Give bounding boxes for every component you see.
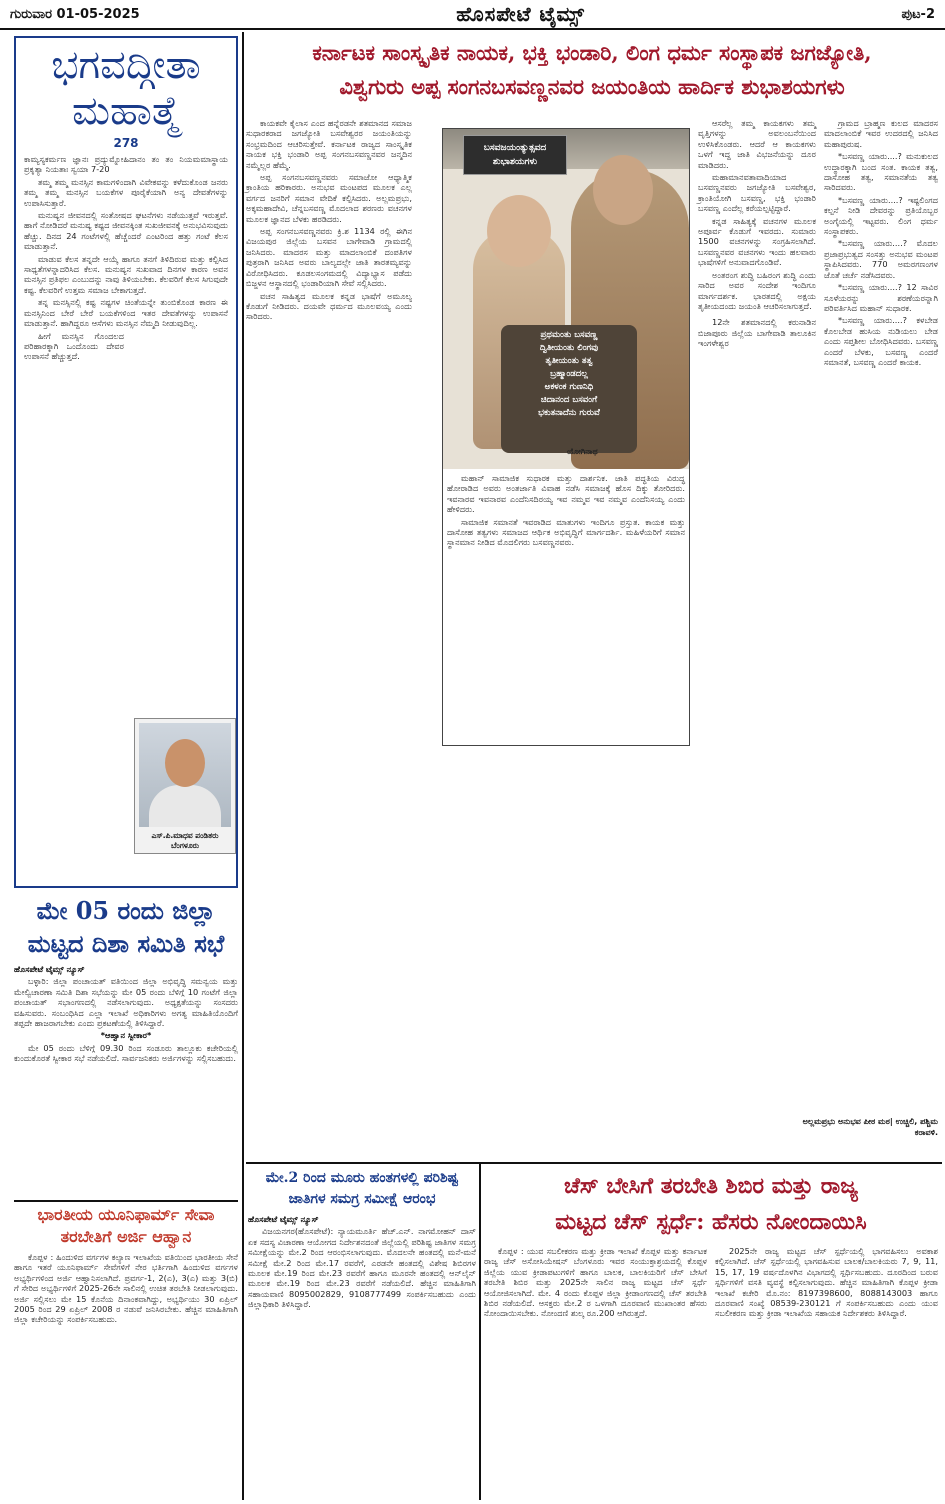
gita-paragraph: ಮಾಡುವ ಕೆಲಸ ತನ್ನದೇ ಆಯ್ಕೆ ಹಾಗೂ ತನಗೆ ತಿಳಿದಿರುವ ಮತ್ತು ಕಲ್ಪಿಸಿದ ಸಾಧ್ಯತೆಗಳನ್ನಾದರಿಸಿದ ಕೆಲಸ. ಮನುಷ್ಯನ ಸುಖವಾದ ದಿನಗಳ ಕಾರಣ ಅವನ ಮನಸ್ಸಿನ ಪ್ರತಿಫಲ ಎಂಬುದನ್ನು ನಾವು ತಿಳಿಯಬೇಕು. ಕೆಲವರಿಗೆ ಕೆಲಸ ಸಿಗುವುದೇ ಕಷ್ಟ. ಕೆಲವರಿಗೆ ಉತ್ತಮ ಸಮಾಜ ಬೇಕಾಗುತ್ತದೆ. <box>24 253 228 295</box>
masthead <box>0 0 945 30</box>
meeting-dateline: ಹೊಸಪೇಟೆ ಟೈಮ್ಸ್ ನ್ಯೂಸ್ <box>14 964 85 974</box>
poem-line: ಅಕಳಂಕ ಗುಣನಿಧಿ <box>544 382 594 392</box>
basava-paragraph: ಮಹಾನ್ ಸಾಮಾಜಿಕ ಸುಧಾರಕ ಮತ್ತು ದಾರ್ಶನಿಕ. ಜಾತಿ ಪದ್ಧತಿಯ ವಿರುದ್ಧ ಹೋರಾಡಿದ ಅವರು ಅಂತರ್ಜಾತಿ ವಿವಾಹ ನಡೆಸಿ ಸಮಾಜಕ್ಕೆ ಹೊಸ ದಿಕ್ಕು ತೋರಿದರು. ಇವನಾರವ ಇವನಾರವ ಎಂದೆನಿಸದಿರಯ್ಯ ಇವ ನಮ್ಮವ ಇವ ನಮ್ಮವ ಎಂದೆನಿಸಯ್ಯ ಎಂದು ಹೇಳಿದರು. <box>447 473 685 515</box>
uniform-headline <box>14 1204 238 1248</box>
uniform-body <box>14 1252 238 1325</box>
basava-column-3 <box>698 118 816 351</box>
poem-line: ತೃತೀಯಂತು ತತ್ವ <box>545 356 593 366</box>
basava-paragraph: ಗ್ರಾಮದ ಬ್ರಾಹ್ಮಣ ಕುಲದ ಮಾದರಸ ಮಾದಲಾಂಬಿಕೆ ಇವರ ಉದರದಲ್ಲಿ ಜನಿಸಿದ ಮಹಾಪುರುಷ. <box>824 118 938 149</box>
poem-line: ಬ್ರಹ್ಮಾಂಡದಲ್ಲ <box>550 369 588 379</box>
meeting-headline-line1: ಮೇ 05 ರಂದು ಜಿಲ್ಲಾ <box>36 896 216 925</box>
gita-paragraph: ಮನುಷ್ಯನ ಜೀವನದಲ್ಲಿ ಸಂತೋಷದ ಘಟನೆಗಳು ನಡೆಯುತ್ತವೆ ಇರುತ್ತವೆ. ಹಾಗೆ ನೋಡಿದರೆ ಮನುಷ್ಯ ಕಷ್ಟದ ಜೀವನಕ್ಕಿಂತ ಸುಖಜೀವನಕ್ಕೆ ಅನುಭವಿಸುವುದು ಹೆಚ್ಚು. ದಿನದ 24 ಗಂಟೆಗಳಲ್ಲಿ ಹೆಚ್ಚೆಂದರೆ ಎಂಟರಿಂದ ಹತ್ತು ಗಂಟೆ ಕೆಲಸ ಮಾಡುತ್ತಾನೆ. <box>24 210 228 252</box>
gita-paragraph: ಹೀಗೆ ಮನಸ್ಸಿನ ಗೊಂದಲದ ಪರಿಹಾರಕ್ಕಾಗಿ ಒಂದೊಂದು ದೇವರ ಉಪಾಸನೆ ಹೆಚ್ಚುತ್ತದೆ. <box>24 330 124 362</box>
basava-paragraph: ವಚನ ಸಾಹಿತ್ಯದ ಮೂಲಕ ಕನ್ನಡ ಭಾಷೆಗೆ ಅಮೂಲ್ಯ ಕೊಡುಗೆ ನೀಡಿದರು. ದಯವೇ ಧರ್ಮದ ಮೂಲವಯ್ಯ ಎಂದು ಸಾರಿದರು. <box>246 290 412 322</box>
author-photo-box <box>134 718 236 854</box>
basava-headline-line2: ವಿಶ್ವಗುರು ಅಪ್ಪ ಸಂಗನಬಸವಣ್ಣನವರ ಜಯಂತಿಯ ಹಾರ್ದಿಕ ಶುಭಾಶಯಗಳು <box>339 74 845 99</box>
basava-paragraph: ಕಾಯಕವೇ ಕೈಲಾಸ ಎಂದ ಹನ್ನೆರಡನೇ ಶತಮಾನದ ಸಮಾಜ ಸುಧಾರಕರಾದ ಜಗಜ್ಯೋತಿ ಬಸವೇಶ್ವರರ ಜಯಂತಿಯನ್ನು ಸಂಭ್ರಮದಿಂದ ಆಚರಿಸುತ್ತೇವೆ. ಕರ್ನಾಟಕ ರಾಜ್ಯದ ಸಾಂಸ್ಕೃತಿಕ ನಾಯಕ ಭಕ್ತಿ ಭಂಡಾರಿ ಅಪ್ಪ ಸಂಗನಬಸವಣ್ಣನವರ ಜನ್ಮದಿನ ನಮ್ಮೆಲ್ಲರ ಹೆಮ್ಮೆ. <box>246 118 412 170</box>
column-divider <box>242 32 244 1500</box>
basava-paragraph: ಅಪ್ಪ ಸಂಗನಬಸವಣ್ಣನವರು ಸಮಾಜೋ ಆಧ್ಯಾತ್ಮಿಕ ಕ್ರಾಂತಿಯ ಹರಿಕಾರರು. ಅನುಭವ ಮಂಟಪದ ಮೂಲಕ ಎಲ್ಲ ವರ್ಗದ ಜನರಿಗೆ ಸಮಾನ ವೇದಿಕೆ ಕಲ್ಪಿಸಿದರು. ಅಲ್ಲಮಪ್ರಭು, ಅಕ್ಕಮಹಾದೇವಿ, ಚೆನ್ನಬಸವಣ್ಣ ಮೊದಲಾದ ಶರಣರು ವಚನಗಳ ಮೂಲಕ ಜ್ಞಾನದ ಬೆಳಕು ಹರಡಿದರು. <box>246 172 412 224</box>
basava-paragraph: *ಬಸವಣ್ಣ ಯಾರು....? ಇಷ್ಟಲಿಂಗದ ಕಲ್ಪನೆ ನೀಡಿ ದೇವರನ್ನು ಪ್ರತಿಯೊಬ್ಬರ ಅಂಗೈಯಲ್ಲಿ ಇಟ್ಟವರು. ಲಿಂಗ ಧರ್ಮ ಸಂಸ್ಥಾಪಕರು. <box>824 194 938 237</box>
uniform-headline-line2: ತರಬೇತಿಗೆ ಅರ್ಜಿ ಆಹ್ವಾನ <box>60 1227 192 1246</box>
illustration-mother-head <box>593 155 653 225</box>
basava-column-2 <box>443 469 689 746</box>
basava-column-1 <box>246 118 412 324</box>
basava-column-4 <box>824 118 938 369</box>
uniform-service-article <box>14 1204 238 1500</box>
survey-text: ವಿಜಯನಗರ(ಹೊಸಪೇಟೆ): ನ್ಯಾಯಮೂರ್ತಿ ಹೆಚ್.ಎನ್. ನಾಗಮೋಹನ್ ದಾಸ್ ಏಕ ಸದಸ್ಯ ವಿಚಾರಣಾ ಆಯೋಗದ ನಿರ್ದೇಶನದಂತೆ ಜಿಲ್ಲೆಯಲ್ಲಿ ಪರಿಶಿಷ್ಟ ಜಾತಿಗಳ ಸಮಗ್ರ ಸಮೀಕ್ಷೆಯನ್ನು ಮೇ.2 ರಿಂದ ಆರಂಭಿಸಲಾಗುವುದು. ಮೊದಲನೇ ಹಂತದಲ್ಲಿ ಮನೆ-ಮನೆ ಸಮೀಕ್ಷೆ ಮೇ.2 ರಿಂದ ಮೇ.17 ರವರೆಗೆ, ಎರಡನೇ ಹಂತದಲ್ಲಿ ವಿಶೇಷ ಶಿಬಿರಗಳ ಮೂಲಕ ಮೇ.19 ರಿಂದ ಮೇ.23 ರವರೆಗೆ ಹಾಗೂ ಮೂರನೇ ಹಂತದಲ್ಲಿ ಆನ್‌ಲೈನ್ ಮೂಲಕ ಮೇ.19 ರಿಂದ ಮೇ.23 ರವರೆಗೆ ನಡೆಯಲಿದೆ. ಹೆಚ್ಚಿನ ಮಾಹಿತಿಗಾಗಿ ಸಹಾಯವಾಣಿ 8095002829, 9108777499 ಸಂಪರ್ಕಿಸಬಹುದು ಎಂದು ಜಿಲ್ಲಾಧಿಕಾರಿ ತಿಳಿಸಿದ್ದಾರೆ. <box>248 1226 476 1310</box>
author-photo <box>139 723 231 827</box>
section-divider <box>246 1162 942 1164</box>
gita-title <box>16 38 236 134</box>
gita-series-number: 278 <box>113 136 139 150</box>
survey-body <box>248 1214 476 1310</box>
basava-paragraph: ಕನ್ನಡ ಸಾಹಿತ್ಯಕ್ಕೆ ವಚನಗಳ ಮೂಲಕ ಅಪೂರ್ವ ಕೊಡುಗೆ ಇವರದು. ಸುಮಾರು 1500 ವಚನಗಳನ್ನು ಸಂಗ್ರಹಿಸಲಾಗಿದೆ. ಬಸವಣ್ಣನವರ ವಚನಗಳು ಇಂದು ಹಲವಾರು ಭಾಷೆಗಳಿಗೆ ಅನುವಾದಗೊಂಡಿವೆ. <box>698 215 816 268</box>
illustration-child-head <box>487 195 551 267</box>
basava-illustration <box>442 128 690 746</box>
page-number: ಪುಟ-2 <box>901 6 935 22</box>
issue-date: ಗುರುವಾರ 01-05-2025 <box>10 6 140 22</box>
survey-headline-line1: ಮೇ.2 ರಿಂದ ಮೂರು ಹಂತಗಳಲ್ಲಿ ಪರಿಶಿಷ್ಟ <box>265 1170 459 1186</box>
chess-camp-article <box>484 1168 938 1500</box>
poem-line: ದ್ವಿತೀಯಂತು ಲಿಂಗವು <box>539 343 599 353</box>
basava-paragraph: *ಬಸವಣ್ಣ ಯಾರು....? ಕಳಬೇಡ ಕೊಲಬೇಡ ಹುಸಿಯ ನುಡಿಯಲು ಬೇಡ ಎಂದು ಸಪ್ತಶೀಲ ಬೋಧಿಸಿದವರು. ಬಸವಣ್ಣ ಎಂದರೆ ಬೆಳಕು, ಬಸವಣ್ಣ ಎಂದರೆ ಸಮಾನತೆ, ಬಸವಣ್ಣ ಎಂದರೆ ಕಾಯಕ. <box>824 315 938 367</box>
newspaper-name: ಹೊಸಪೇಟೆ ಟೈಮ್ಸ್ <box>456 2 585 26</box>
basava-byline: ಅಲ್ಲಮಪ್ರಭು ಅನುಭವ ಪೀಠ ಮಠ| ಉಚ್ಚಿಲಿ, ಪಶ್ಚಿಮ ಕರಾವಳಿ. <box>802 1117 938 1137</box>
gita-article <box>14 36 238 888</box>
meeting-sub-text: ಮೇ 05 ರಂದು ಬೆಳಿಗ್ಗೆ 09.30 ರಿಂದ ಸಂಡೂರು ತಾಲ್ಲೂಕು ಕಚೇರಿಯಲ್ಲಿ ಕುಂದುಕೊರತೆ ಸ್ವೀಕಾರ ಸಭೆ ನಡೆಯಲಿದೆ. ಸಾರ್ವಜನಿಕರು ಅರ್ಜಿಗಳನ್ನು ಸಲ್ಲಿಸಬಹುದು. <box>14 1042 238 1064</box>
basava-paragraph: ಅಪ್ಪ ಸಂಗನಬಸವಣ್ಣನವರು ಕ್ರಿ.ಶ 1134 ರಲ್ಲಿ ಈಗಿನ ವಿಜಯಪುರ ಜಿಲ್ಲೆಯ ಬಸವನ ಬಾಗೇವಾಡಿ ಗ್ರಾಮದಲ್ಲಿ ಜನಿಸಿದರು. ಮಾದರಸ ಮತ್ತು ಮಾದಲಾಂಬಿಕೆ ದಂಪತಿಗಳ ಪುತ್ರರಾಗಿ ಜನಿಸಿದ ಅವರು ಬಾಲ್ಯದಲ್ಲೇ ಜಾತಿ ತಾರತಮ್ಯವನ್ನು ವಿರೋಧಿಸಿದರು. ಕೂಡಲಸಂಗಮದಲ್ಲಿ ವಿದ್ಯಾಭ್ಯಾಸ ಪಡೆದು ಬಿಜ್ಜಳನ ಆಸ್ಥಾನದಲ್ಲಿ ಭಂಡಾರಿಯಾಗಿ ಸೇವೆ ಸಲ್ಲಿಸಿದರು. <box>246 226 412 289</box>
basava-paragraph: ಮಹಾಮಾನವತಾವಾದಿಯಾದ ಬಸವಣ್ಣನವರು ಜಗಜ್ಯೋತಿ ಬಸವೇಶ್ವರ, ಕ್ರಾಂತಿಯೋಗಿ ಬಸವಣ್ಣ, ಭಕ್ತಿ ಭಂಡಾರಿ ಬಸವಣ್ಣ ಎಂದೆಲ್ಲ ಕರೆಯಲ್ಪಟ್ಟಿದ್ದಾರೆ. <box>698 172 816 214</box>
uniform-text: ಕೊಪ್ಪಳ : ಹಿಂದುಳಿದ ವರ್ಗಗಳ ಕಲ್ಯಾಣ ಇಲಾಖೆಯ ವತಿಯಿಂದ ಭಾರತೀಯ ಸೇನೆ ಹಾಗೂ ಇತರೆ ಯೂನಿಫಾರ್ಮ್ ಸೇವೆಗಳಿಗೆ ನೇರ ಭರ್ತಿಗಾಗಿ ಹಿಂದುಳಿದ ವರ್ಗಗಳ ಅಭ್ಯರ್ಥಿಗಳಿಂದ ಅರ್ಜಿ ಆಹ್ವಾನಿಸಲಾಗಿದೆ. ಪ್ರವರ್ಗ-1, 2(ಎ), 3(ಎ) ಮತ್ತು 3(ಬಿ) ಗೆ ಸೇರಿದ ಅಭ್ಯರ್ಥಿಗಳಿಗೆ 2025-26ನೇ ಸಾಲಿನಲ್ಲಿ ಉಚಿತ ತರಬೇತಿ ನೀಡಲಾಗುವುದು. ಅರ್ಜಿ ಸಲ್ಲಿಸಲು ಮೇ 15 ಕೊನೆಯ ದಿನಾಂಕವಾಗಿದ್ದು, ಅಭ್ಯರ್ಥಿಯು 30 ಏಪ್ರಿಲ್ 2005 ರಿಂದ 29 ಏಪ್ರಿಲ್ 2008 ರ ನಡುವೆ ಜನಿಸಿರಬೇಕು. ಹೆಚ್ಚಿನ ಮಾಹಿತಿಗಾಗಿ ಜಿಲ್ಲಾ ಕಚೇರಿಯನ್ನು ಸಂಪರ್ಕಿಸಬಹುದು. <box>14 1252 238 1325</box>
author-name: ಎಸ್.ಪಿ.ಮಾಧವ ಪಂಡಿತರು <box>151 831 219 840</box>
basava-jayanti-article <box>246 36 938 1160</box>
poem-line: ಭಕುತನಾದೆನು ಗುರುವೆ <box>538 408 600 418</box>
illustration-banner: ಬಸವಜಯಂತ್ಯುತ್ಸವದ ಶುಭಾಶಯಗಳು <box>463 135 567 175</box>
chess-column-1 <box>484 1246 707 1321</box>
section-divider <box>14 1200 238 1202</box>
gita-verse: ಕಾಮ್ಯಸ್ಯಕರ್ಮಣ ಜ್ಞಾನಃ ಪ್ರದ್ಯುಮ್ನೋಹಿದಾನಂ ತಂ ತಂ ನಿಯಮಮಾಸ್ಥಾಯ ಪ್ರಕೃತ್ಯಾ ನಿಯತಾಃ ಸ್ವಯಾ 7-20 <box>24 154 228 175</box>
meeting-headline <box>14 894 238 960</box>
disha-meeting-article <box>14 894 238 1200</box>
basava-paragraph: *ಬಸವಣ್ಣ ಯಾರು....? ಮೊದಲ ಪ್ರಜಾಪ್ರಭುತ್ವದ ಸಂಸತ್ತು ಅನುಭವ ಮಂಟಪ ಸ್ಥಾಪಿಸಿದವರು. 770 ಅಮರಗಣಂಗಳ ಜೊತೆ ಚರ್ಚೆ ನಡೆಸಿದವರು. <box>824 238 938 280</box>
meeting-headline-line2: ಮಟ್ಟದ ದಿಶಾ ಸಮಿತಿ ಸಭೆ <box>27 929 225 958</box>
basava-paragraph: *ಬಸವಣ್ಣ ಯಾರು....? 12 ಸಾವಿರ ಸೂಳೆಯರನ್ನು ಶರಣೆಯರನ್ನಾಗಿ ಪರಿವರ್ತಿಸಿದ ಮಹಾನ್ ಸುಧಾರಕ. <box>824 282 938 313</box>
basava-note: 12ನೇ ಶತಮಾನದಲ್ಲಿ ಕರುನಾಡಿನ ಬಿಜಾಪೂರು ಜಿಲ್ಲೆಯ ಬಾಗೇವಾಡಿ ತಾಲೂಕಿನ ಇಂಗಳೇಶ್ವರ <box>698 317 816 349</box>
chess-text: 2025ನೇ ರಾಜ್ಯ ಮಟ್ಟದ ಚೆಸ್ ಸ್ಪರ್ಧೆಯಲ್ಲಿ ಭಾಗವಹಿಸಲು ಅವಕಾಶ ಕಲ್ಪಿಸಲಾಗಿದೆ. ಚೆಸ್ ಸ್ಪರ್ಧೆಯಲ್ಲಿ ಭಾಗವಹಿಸುವ ಬಾಲಕ/ಬಾಲಕಿಯರು 7, 9, 11, 15, 17, 19 ವರ್ಷದೊಳಗಿನ ವಿಭಾಗದಲ್ಲಿ ಸ್ಪರ್ಧಿಸಬಹುದು. ದೂರದಿಂದ ಬರುವ ಸ್ಪರ್ಧಿಗಳಿಗೆ ವಸತಿ ವ್ಯವಸ್ಥೆ ಕಲ್ಪಿಸಲಾಗುವುದು. ಹೆಚ್ಚಿನ ಮಾಹಿತಿಗಾಗಿ ಕೊಪ್ಪಳ ಕ್ರೀಡಾ ಇಲಾಖೆ ಕಚೇರಿ ಮೊ.ನಂ: 8197398600, 8088143003 ಹಾಗೂ ದೂರವಾಣಿ ಸಂಖ್ಯೆ 08539-230121 ಗೆ ಸಂಪರ್ಕಿಸಬಹುದು ಎಂದು ಯುವ ಸಬಲೀಕರಣ ಮತ್ತು ಕ್ರೀಡಾ ಇಲಾಖೆಯ ಸಹಾಯಕ ನಿರ್ದೇಶಕರು ತಿಳಿಸಿದ್ದಾರೆ. <box>715 1246 938 1319</box>
basava-headline-line1: ಕರ್ನಾಟಕ ಸಾಂಸ್ಕೃತಿಕ ನಾಯಕ, ಭಕ್ತಿ ಭಂಡಾರಿ, ಲಿಂಗ ಧರ್ಮ ಸಂಸ್ಥಾಪಕ ಜಗಜ್ಯೋತಿ, <box>312 40 872 65</box>
chess-column-2 <box>715 1246 938 1321</box>
basava-paragraph: ಆಸರೆಲ್ಲ ತಮ್ಮ ಕಾಯಕಗಳು ತಮ್ಮ ವೃತ್ತಿಗಳನ್ನು ಅವಲಂಬನೆಯಿಂದ ಉಳಿಸಿಕೊಂಡರು. ಆದರೆ ಆ ಕಾಯಕಗಳು ಒಳಗೆ ಇದ್ದ ಜಾತಿ ವಿಭಜನೆಯನ್ನು ದೂರ ಮಾಡಿದರು. <box>698 118 816 170</box>
meeting-subhead: *ಆಹ್ವಾನ ಸ್ವೀಕಾರ* <box>100 1030 152 1041</box>
chess-headline-line2: ಮಟ್ಟದ ಚೆಸ್ ಸ್ಪರ್ಧೆ: ಹೆಸರು ನೋಂದಾಯಿಸಿ <box>555 1209 867 1235</box>
uniform-headline-line1: ಭಾರತೀಯ ಯೂನಿಫಾರ್ಮ್ ಸೇವಾ <box>37 1205 215 1224</box>
illustration-signature: ಯೋಗಿನಾಥ <box>567 447 598 456</box>
gita-paragraph: ತಮ್ಮ ತಮ್ಮ ಮನಸ್ಸಿನ ಕಾಮಗಳಿಂದಾಗಿ ವಿವೇಕವನ್ನು ಕಳೆದುಕೊಂಡ ಜನರು ತಮ್ಮ ತಮ್ಮ ಮನಸ್ಸಿನ ಬಯಕೆಗಳ ಪೂರೈಕೆಯಾಗಿ ಅನ್ಯ ದೇವತೆಗಳನ್ನು ಉಪಾಸಿಸುತ್ತಾರೆ. <box>24 176 228 208</box>
basava-paragraph: ಸಾಮಾಜಿಕ ಸಮಾನತೆ ಇವರಾಡಿದ ಮಾತುಗಳು ಇಂದಿಗೂ ಪ್ರಸ್ತುತ. ಕಾಯಕ ಮತ್ತು ದಾಸೋಹ ತತ್ವಗಳು ಸಮಾಜದ ಆರ್ಥಿಕ ಅಭಿವೃದ್ಧಿಗೆ ಮಾರ್ಗದರ್ಶಿ. ಮಹಿಳೆಯರಿಗೆ ಸಮಾನ ಸ್ಥಾನಮಾನ ನೀಡಿದ ಮೊದಲಿಗರು ಬಸವಣ್ಣನವರು. <box>447 516 685 548</box>
sc-survey-article <box>248 1168 476 1500</box>
basava-paragraph: ಅಂತರಂಗ ಶುದ್ಧಿ ಬಹಿರಂಗ ಶುದ್ಧಿ ಎಂದು ಸಾರಿದ ಅವರ ಸಂದೇಶ ಇಂದಿಗೂ ಮಾರ್ಗದರ್ಶಕ. ಭಾರತದಲ್ಲಿ ಅಕ್ಷಯ ತೃತೀಯದಂದು ಜಯಂತಿ ಆಚರಿಸಲಾಗುತ್ತದೆ. <box>698 269 816 311</box>
survey-headline-line2: ಜಾತಿಗಳ ಸಮಗ್ರ ಸಮೀಕ್ಷೆ ಆರಂಭ <box>288 1191 436 1207</box>
basava-paragraph: *ಬಸವಣ್ಣ ಯಾರು....? ಮನುಕುಲದ ಉದ್ಧಾರಕ್ಕಾಗಿ ಬಂದ ಸಂತ. ಕಾಯಕ ತತ್ವ, ದಾಸೋಹ ತತ್ವ, ಸಮಾನತೆಯ ತತ್ವ ಸಾರಿದವರು. <box>824 151 938 193</box>
basava-headline <box>246 36 938 104</box>
poem-line: ಚಿದಾನಂದ ಬಸವಂಗೆ <box>540 395 598 405</box>
gita-body <box>16 152 236 366</box>
chess-headline-line1: ಚೆಸ್ ಬೇಸಿಗೆ ತರಬೇತಿ ಶಿಬಿರ ಮತ್ತು ರಾಜ್ಯ <box>563 1173 859 1199</box>
gita-paragraph: ತನ್ನ ಮನಸ್ಸಿನಲ್ಲಿ ಕಷ್ಟ ನಷ್ಟಗಳ ಚಿಂತೆಯನ್ನೇ ತುಂಬಿಕೊಂಡ ಕಾರಣ ಈ ಮನಸ್ಸಿನಿಂದ ಬೇರೆ ಬೇರೆ ಬಯಕೆಗಳಿಂದ ಇತರ ದೇವತೆಗಳನ್ನು ಉಪಾಸನೆ ಮಾಡುತ್ತಾನೆ. ಹಾಗಿದ್ದರೂ ಆಸೆಗಳು ಮನಸ್ಸಿನ ನೆಮ್ಮದಿ ನೀಡುವುದಿಲ್ಲ. <box>24 297 228 329</box>
author-place: ಬೆಂಗಳೂರು <box>170 841 199 850</box>
gita-title-line2: ಮಹಾತ್ಮೆ <box>71 88 181 134</box>
chess-text: ಕೊಪ್ಪಳ : ಯುವ ಸಬಲೀಕರಣ ಮತ್ತು ಕ್ರೀಡಾ ಇಲಾಖೆ ಕೊಪ್ಪಳ ಮತ್ತು ಕರ್ನಾಟಕ ರಾಜ್ಯ ಚೆಸ್ ಅಸೋಸಿಯೇಷನ್ ಬೆಂಗಳೂರು ಇವರ ಸಂಯುಕ್ತಾಶ್ರಯದಲ್ಲಿ ಕೊಪ್ಪಳ ಜಿಲ್ಲೆಯ ಯುವ ಕ್ರೀಡಾಪಟುಗಳಿಗೆ ಹಾಗೂ ಬಾಲಕ, ಬಾಲಕಿಯರಿಗೆ ಚೆಸ್ ಬೇಸಿಗೆ ತರಬೇತಿ ಶಿಬಿರ ಮತ್ತು 2025ನೇ ಸಾಲಿನ ರಾಜ್ಯ ಮಟ್ಟದ ಚೆಸ್ ಸ್ಪರ್ಧೆ ಆಯೋಜಿಸಲಾಗಿದೆ. ಮೇ. 4 ರಂದು ಕೊಪ್ಪಳ ಜಿಲ್ಲಾ ಕ್ರೀಡಾಂಗಣದಲ್ಲಿ ಚೆಸ್ ತರಬೇತಿ ಶಿಬಿರ ನಡೆಯಲಿದೆ. ಆಸಕ್ತರು ಮೇ.2 ರ ಒಳಗಾಗಿ ದೂರವಾಣಿ ಮುಖಾಂತರ ಹೆಸರು ನೋಂದಾಯಿಸಬೇಕು. ನೋಂದಣಿ ಶುಲ್ಕ ರೂ.200 ಆಗಿರುತ್ತದೆ. <box>484 1246 707 1319</box>
column-divider <box>479 1164 481 1500</box>
poem-line: ಪ್ರಥಮಂತು ಬಸವಣ್ಣ <box>540 330 598 340</box>
survey-dateline: ಹೊಸಪೇಟೆ ಟೈಮ್ಸ್ ನ್ಯೂಸ್ <box>248 1214 319 1224</box>
gita-title-line1: ಭಗವದ್ಗೀತಾ <box>51 42 201 88</box>
survey-headline <box>248 1168 476 1210</box>
chess-headline <box>484 1168 938 1240</box>
meeting-body <box>14 964 238 1064</box>
illustration-poem <box>501 325 637 453</box>
meeting-text: ಬಳ್ಳಾರಿ: ಜಿಲ್ಲಾ ಪಂಚಾಯತ್ ವತಿಯಿಂದ ಜಿಲ್ಲಾ ಅಭಿವೃದ್ಧಿ ಸಮನ್ವಯ ಮತ್ತು ಮೇಲ್ವಿಚಾರಣಾ ಸಮಿತಿ ದಿಶಾ ಸಭೆಯನ್ನು ಮೇ 05 ರಂದು ಬೆಳಿಗ್ಗೆ 10 ಗಂಟೆಗೆ ಜಿಲ್ಲಾ ಪಂಚಾಯತ್ ಸಭಾಂಗಣದಲ್ಲಿ ನಡೆಸಲಾಗುವುದು. ಅಧ್ಯಕ್ಷತೆಯನ್ನು ಸಂಸದರು ವಹಿಸುವರು. ಸಂಬಂಧಿಸಿದ ಎಲ್ಲಾ ಇಲಾಖೆ ಅಧಿಕಾರಿಗಳು ಅಗತ್ಯ ಮಾಹಿತಿಯೊಂದಿಗೆ ತಪ್ಪದೇ ಹಾಜರಾಗಬೇಕು ಎಂದು ಪ್ರಕಟಣೆಯಲ್ಲಿ ತಿಳಿಸಿದ್ದಾರೆ. <box>14 976 238 1029</box>
